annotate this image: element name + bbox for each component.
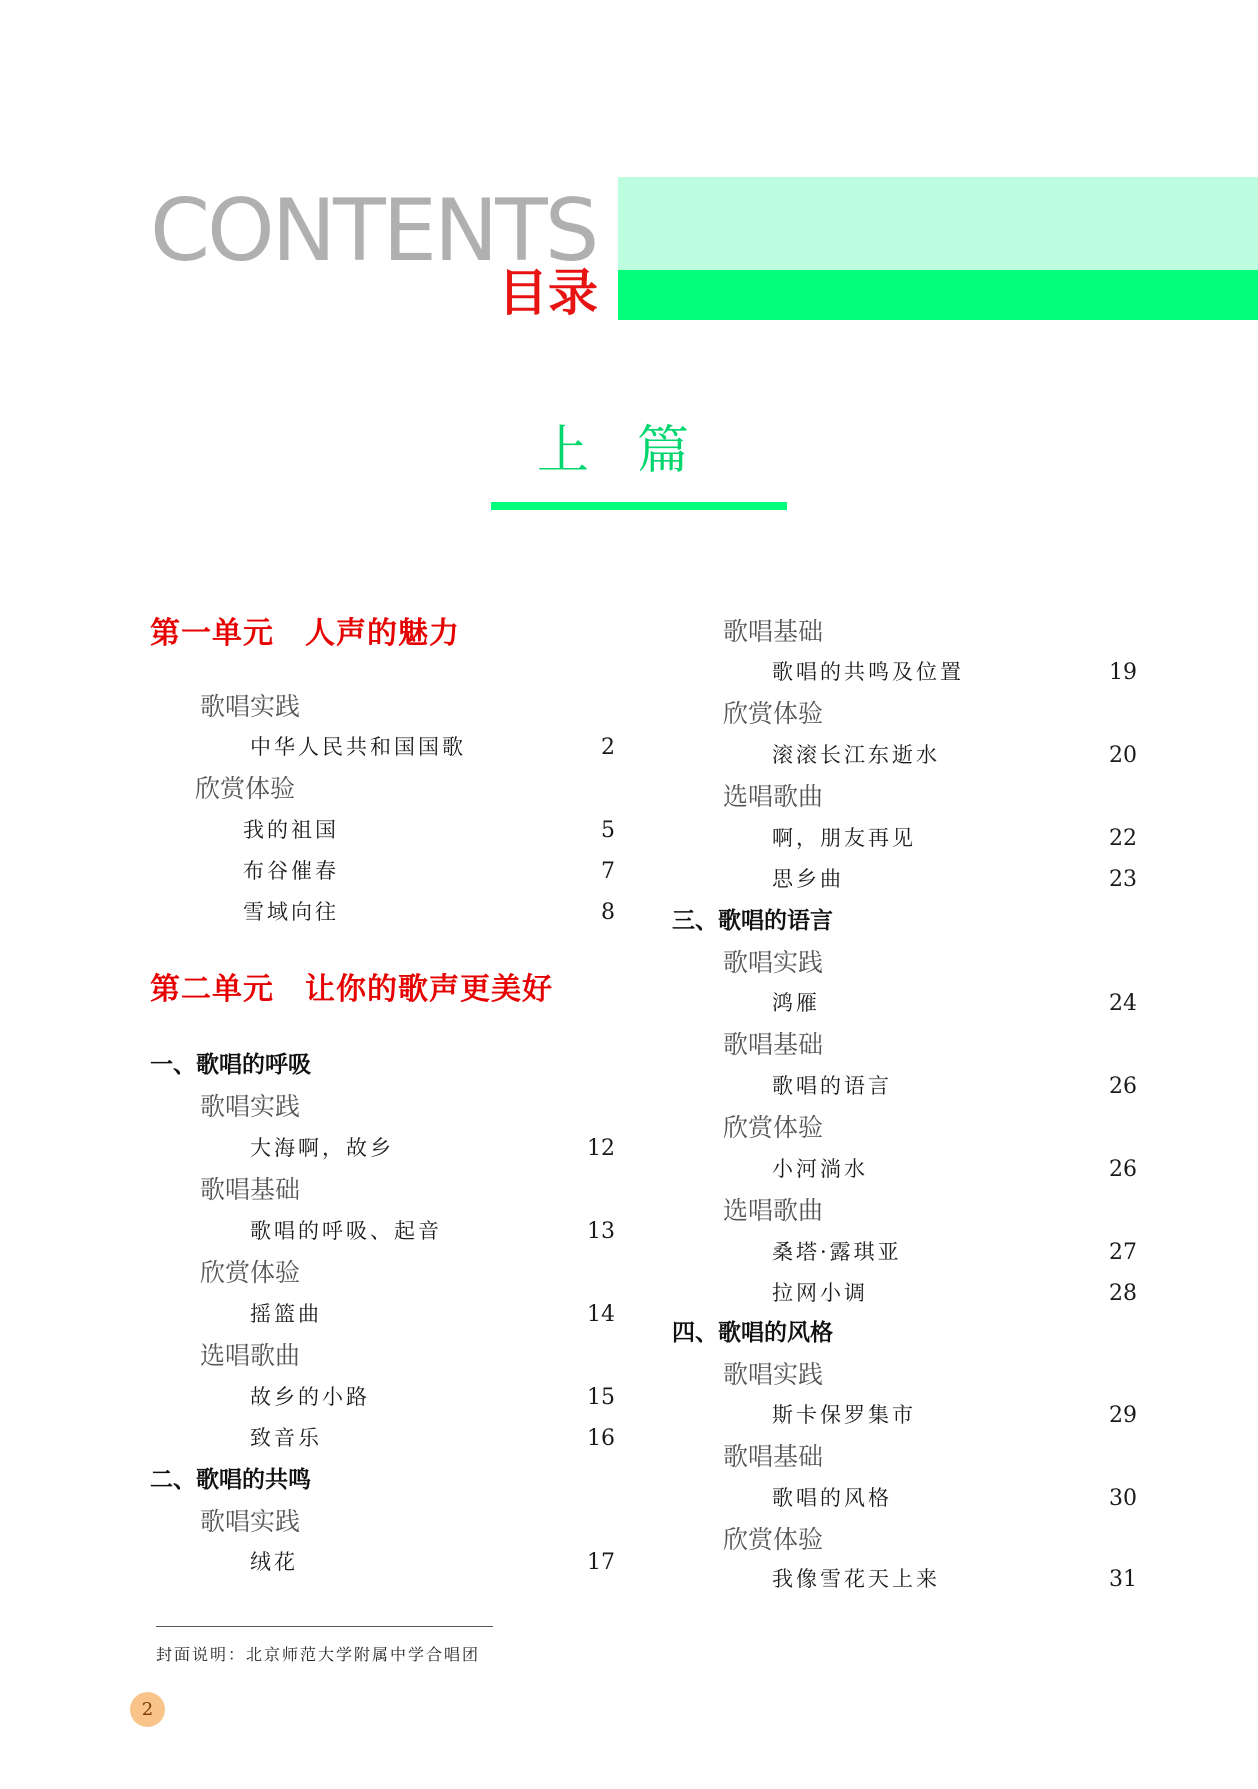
- header-band-dark: [618, 270, 1258, 320]
- toc-entry-page: 2: [601, 735, 615, 760]
- toc-entry-page: 5: [601, 818, 615, 843]
- toc-entry-title[interactable]: 雪域向往: [243, 900, 339, 924]
- toc-entry-title[interactable]: 滚滚长江东逝水: [772, 743, 940, 767]
- toc-entry-page: 15: [587, 1385, 615, 1410]
- toc-entry-page: 14: [587, 1302, 615, 1327]
- toc-entry-title[interactable]: 歌唱的风格: [772, 1486, 892, 1510]
- category-label: 歌唱实践: [200, 1092, 301, 1121]
- unit-1-heading: 第一单元 人声的魅力: [150, 616, 460, 651]
- toc-entry-title[interactable]: 歌唱的语言: [772, 1074, 892, 1098]
- toc-entry-page: 31: [1109, 1567, 1137, 1592]
- category-label: 歌唱基础: [723, 1442, 824, 1471]
- section-heading: 二、歌唱的共鸣: [150, 1467, 311, 1493]
- toc-entry-title[interactable]: 中华人民共和国国歌: [250, 735, 466, 759]
- category-label: 歌唱实践: [200, 1507, 301, 1536]
- section-heading: 四、歌唱的风格: [672, 1320, 833, 1346]
- category-label: 歌唱实践: [723, 1360, 824, 1389]
- toc-entry-title[interactable]: 啊，朋友再见: [772, 826, 916, 850]
- toc-entry-page: 26: [1109, 1074, 1137, 1099]
- toc-entry-page: 28: [1109, 1281, 1137, 1306]
- toc-entry-page: 19: [1109, 660, 1137, 685]
- header-band-light: [618, 177, 1258, 270]
- mulu-heading: 目录: [498, 264, 598, 322]
- category-label: 选唱歌曲: [200, 1341, 301, 1370]
- toc-entry-title[interactable]: 拉网小调: [772, 1281, 868, 1305]
- category-label: 欣赏体验: [195, 774, 296, 803]
- toc-entry-title[interactable]: 故乡的小路: [250, 1385, 370, 1409]
- category-label: 歌唱基础: [723, 617, 824, 646]
- category-label: 欣赏体验: [723, 1113, 824, 1142]
- category-label: 选唱歌曲: [723, 782, 824, 811]
- footnote-rule: [156, 1626, 493, 1627]
- toc-entry-page: 16: [587, 1426, 615, 1451]
- category-label: 欣赏体验: [723, 699, 824, 728]
- toc-entry-title[interactable]: 歌唱的共鸣及位置: [772, 660, 964, 684]
- toc-entry-title[interactable]: 我的祖国: [243, 818, 339, 842]
- toc-entry-title[interactable]: 思乡曲: [772, 867, 844, 891]
- toc-entry-page: 17: [587, 1550, 615, 1575]
- toc-entry-page: 22: [1109, 826, 1137, 851]
- part-title-underline: [491, 502, 787, 510]
- category-label: 欣赏体验: [723, 1525, 824, 1554]
- toc-entry-page: 30: [1109, 1486, 1137, 1511]
- toc-entry-page: 8: [601, 900, 615, 925]
- category-label: 欣赏体验: [200, 1258, 301, 1287]
- toc-entry-title[interactable]: 绒花: [250, 1550, 298, 1574]
- category-label: 选唱歌曲: [723, 1196, 824, 1225]
- page-number: 2: [130, 1692, 165, 1727]
- toc-entry-page: 13: [587, 1219, 615, 1244]
- toc-entry-title[interactable]: 摇篮曲: [250, 1302, 322, 1326]
- toc-entry-page: 23: [1109, 867, 1137, 892]
- category-label: 歌唱基础: [200, 1175, 301, 1204]
- part-title: 上篇: [536, 421, 737, 481]
- cover-caption: 封面说明：北京师范大学附属中学合唱团: [156, 1645, 481, 1664]
- toc-entry-title[interactable]: 小河淌水: [772, 1157, 868, 1181]
- toc-entry-page: 29: [1109, 1403, 1137, 1428]
- toc-entry-title[interactable]: 大海啊，故乡: [250, 1136, 394, 1160]
- category-label: 歌唱实践: [200, 692, 301, 721]
- toc-entry-title[interactable]: 致音乐: [250, 1426, 322, 1450]
- toc-entry-title[interactable]: 我像雪花天上来: [772, 1567, 940, 1591]
- section-heading: 三、歌唱的语言: [672, 908, 833, 934]
- toc-entry-page: 24: [1109, 991, 1137, 1016]
- toc-entry-page: 12: [587, 1136, 615, 1161]
- category-label: 歌唱实践: [723, 948, 824, 977]
- toc-entry-title[interactable]: 斯卡保罗集市: [772, 1403, 916, 1427]
- toc-entry-page: 27: [1109, 1240, 1137, 1265]
- contents-heading: CONTENTS: [150, 181, 597, 281]
- toc-entry-page: 20: [1109, 743, 1137, 768]
- toc-entry-title[interactable]: 歌唱的呼吸、起音: [250, 1219, 442, 1243]
- toc-entry-title[interactable]: 布谷催春: [243, 859, 339, 883]
- toc-entry-title[interactable]: 鸿雁: [772, 991, 820, 1015]
- unit-2-heading: 第二单元 让你的歌声更美好: [150, 972, 553, 1007]
- section-heading: 一、歌唱的呼吸: [150, 1052, 311, 1078]
- toc-entry-page: 26: [1109, 1157, 1137, 1182]
- category-label: 歌唱基础: [723, 1030, 824, 1059]
- toc-entry-page: 7: [601, 859, 615, 884]
- toc-entry-title[interactable]: 桑塔·露琪亚: [772, 1240, 902, 1264]
